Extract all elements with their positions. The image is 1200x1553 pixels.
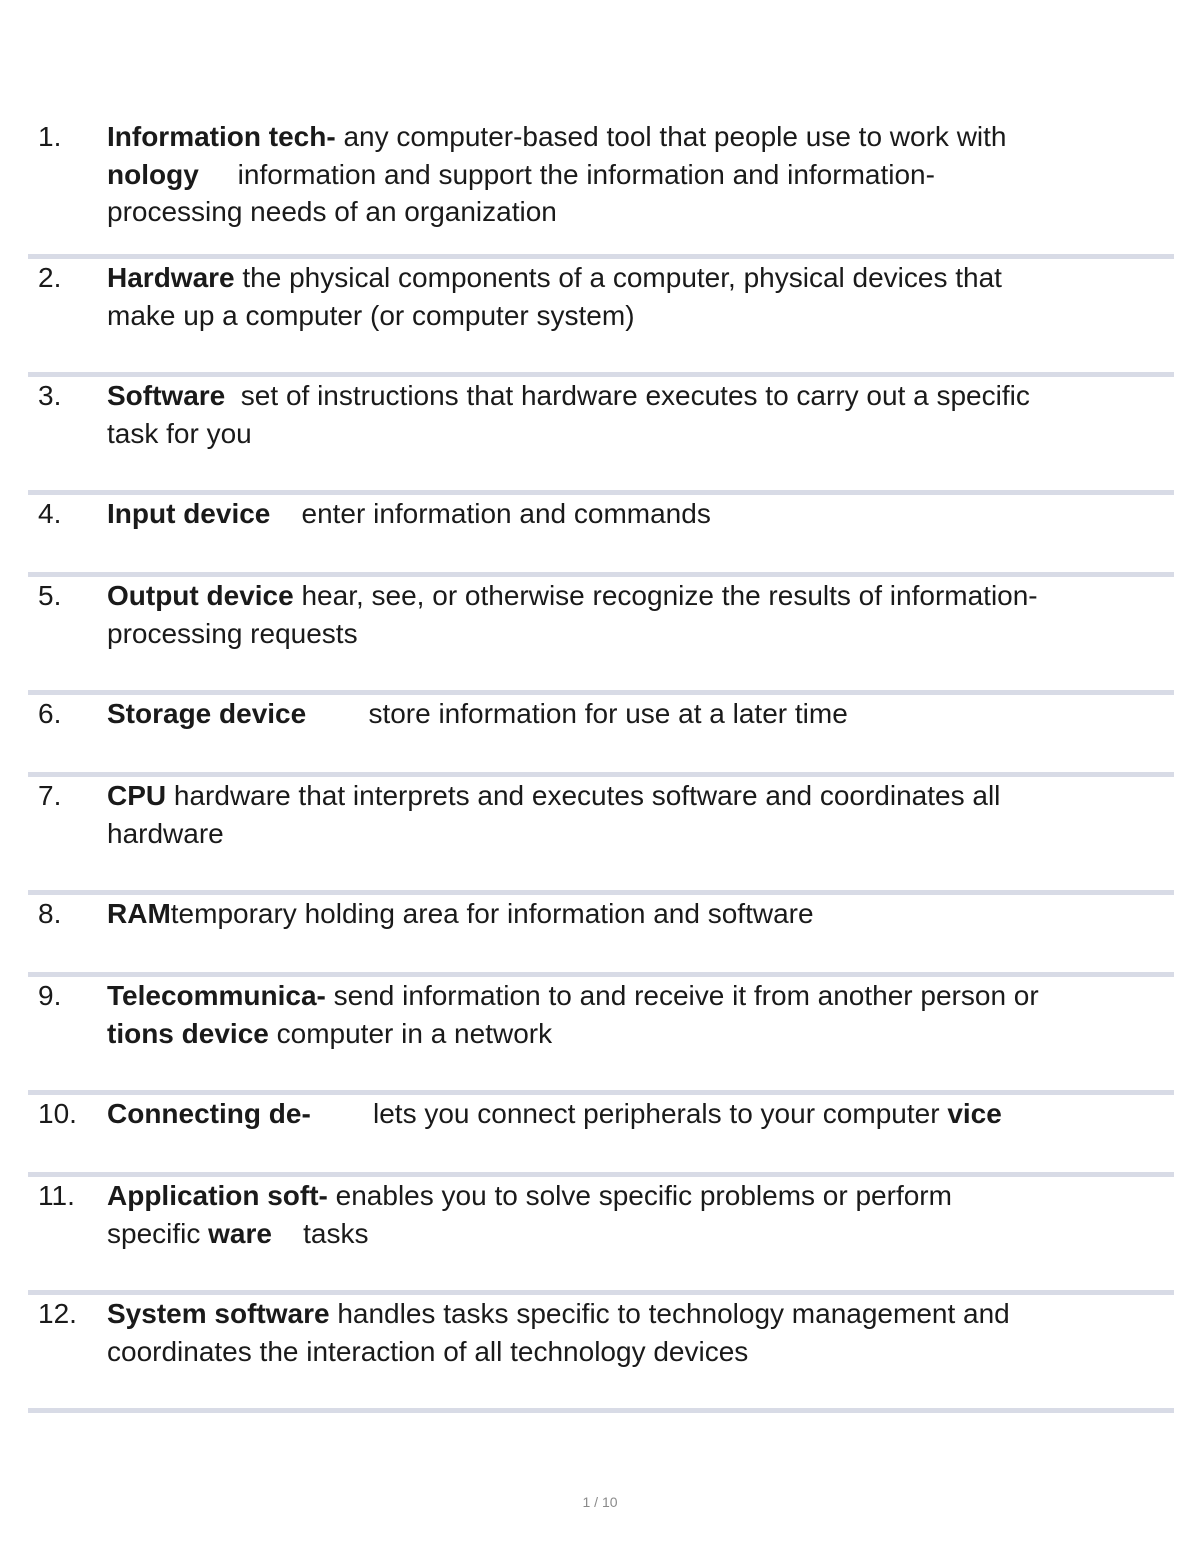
term-row — [28, 1295, 1174, 1413]
term-list — [28, 118, 1174, 1413]
term-definition — [107, 1095, 1174, 1133]
definition-text: hear, see, or otherwise recognize the results of information- — [293, 580, 1038, 611]
term-row — [28, 1177, 1174, 1295]
definition-text: store information for use at a later time — [306, 698, 848, 729]
definition-text: the physical components of a computer, physical devices that — [234, 262, 1002, 293]
definition-text: coordinates the interaction of all technology devices — [107, 1335, 749, 1367]
term-row — [28, 1095, 1174, 1177]
page-number: 1 / 10 — [582, 1494, 618, 1510]
definition-text: make up a computer (or computer system) — [107, 299, 635, 331]
text-line — [107, 259, 1174, 297]
term-name: Telecommunica- — [107, 980, 326, 1011]
term-name: Input device — [107, 498, 271, 529]
text-line — [107, 297, 1174, 335]
definition-text: any computer-based tool that people use to work with — [335, 121, 1007, 152]
term-number: 8. — [38, 898, 62, 929]
term-definition — [107, 377, 1174, 452]
term-name: tions device — [107, 1017, 269, 1049]
term-definition — [107, 1177, 1174, 1252]
term-definition — [107, 777, 1174, 852]
text-line — [107, 895, 1174, 933]
term-number: 12. — [38, 1298, 77, 1329]
term-row — [28, 495, 1174, 577]
term-definition — [107, 977, 1174, 1052]
term-number: 2. — [38, 262, 62, 293]
term-row — [28, 695, 1174, 777]
text-line — [107, 1215, 1174, 1253]
text-line — [107, 777, 1174, 815]
definition-text: enter information and commands — [270, 498, 711, 529]
definition-text: lets you connect peripherals to your computer — [310, 1098, 948, 1129]
term-definition — [107, 695, 1174, 733]
term-name: vice — [947, 1098, 1002, 1129]
term-definition — [107, 259, 1174, 334]
term-name: ware — [208, 1217, 272, 1249]
definition-text: hardware that interprets and executes software and coordinates all — [166, 780, 1001, 811]
text-line — [107, 495, 1174, 533]
term-name: Connecting de- — [107, 1098, 311, 1129]
text-line — [107, 615, 1174, 653]
term-name: CPU — [107, 780, 167, 811]
text-line — [107, 156, 1174, 194]
term-definition — [107, 895, 1174, 933]
term-definition — [107, 118, 1174, 231]
term-number: 9. — [38, 980, 62, 1011]
term-number: 3. — [38, 380, 62, 411]
term-definition — [107, 495, 1174, 533]
text-line — [107, 695, 1174, 733]
definition-text: specific — [107, 1217, 209, 1249]
definition-text: send information to and receive it from another person or — [325, 980, 1039, 1011]
term-number: 1. — [38, 121, 62, 152]
definition-text: computer in a network — [268, 1017, 553, 1049]
text-line — [107, 577, 1174, 615]
text-line — [107, 1295, 1174, 1333]
text-line — [107, 1333, 1174, 1371]
text-line — [107, 977, 1174, 1015]
text-line — [107, 1015, 1174, 1053]
term-row — [28, 895, 1174, 977]
term-name: Hardware — [107, 262, 235, 293]
text-line — [107, 1095, 1174, 1133]
text-line — [107, 1177, 1174, 1215]
term-name: Software — [107, 380, 226, 411]
definition-text: information and support the information and information- — [198, 158, 935, 190]
definition-text: processing needs of an organization — [107, 196, 557, 227]
definition-text: set of instructions that hardware executes to carry out a specific — [225, 380, 1030, 411]
definition-text: tasks — [271, 1217, 369, 1249]
term-row — [28, 777, 1174, 895]
term-row — [28, 118, 1174, 259]
term-name: Output device — [107, 580, 294, 611]
definition-text: hardware — [107, 817, 224, 849]
definition-text: temporary holding area for information and software — [170, 898, 814, 929]
term-name: RAM — [107, 898, 171, 929]
definition-text: handles tasks specific to technology management and — [329, 1298, 1010, 1329]
term-definition — [107, 577, 1174, 652]
term-name: Storage device — [107, 698, 307, 729]
text-line — [107, 415, 1174, 453]
term-name: nology — [107, 158, 199, 190]
term-row — [28, 577, 1174, 695]
definition-text: task for you — [107, 417, 252, 449]
term-number: 7. — [38, 780, 62, 811]
term-name: Information tech- — [107, 121, 336, 152]
term-number: 11. — [38, 1180, 75, 1211]
term-number: 4. — [38, 498, 62, 529]
term-definition — [107, 1295, 1174, 1370]
term-number: 5. — [38, 580, 62, 611]
term-number: 10. — [38, 1098, 77, 1129]
term-row — [28, 977, 1174, 1095]
definition-text: enables you to solve specific problems or perform — [327, 1180, 952, 1211]
text-line — [107, 815, 1174, 853]
term-row — [28, 259, 1174, 377]
term-row — [28, 377, 1174, 495]
definition-text: processing requests — [107, 617, 358, 649]
text-line — [107, 377, 1174, 415]
text-line — [107, 118, 1174, 156]
term-name: System software — [107, 1298, 330, 1329]
term-number: 6. — [38, 698, 62, 729]
text-line — [107, 193, 1174, 231]
term-name: Application soft- — [107, 1180, 328, 1211]
